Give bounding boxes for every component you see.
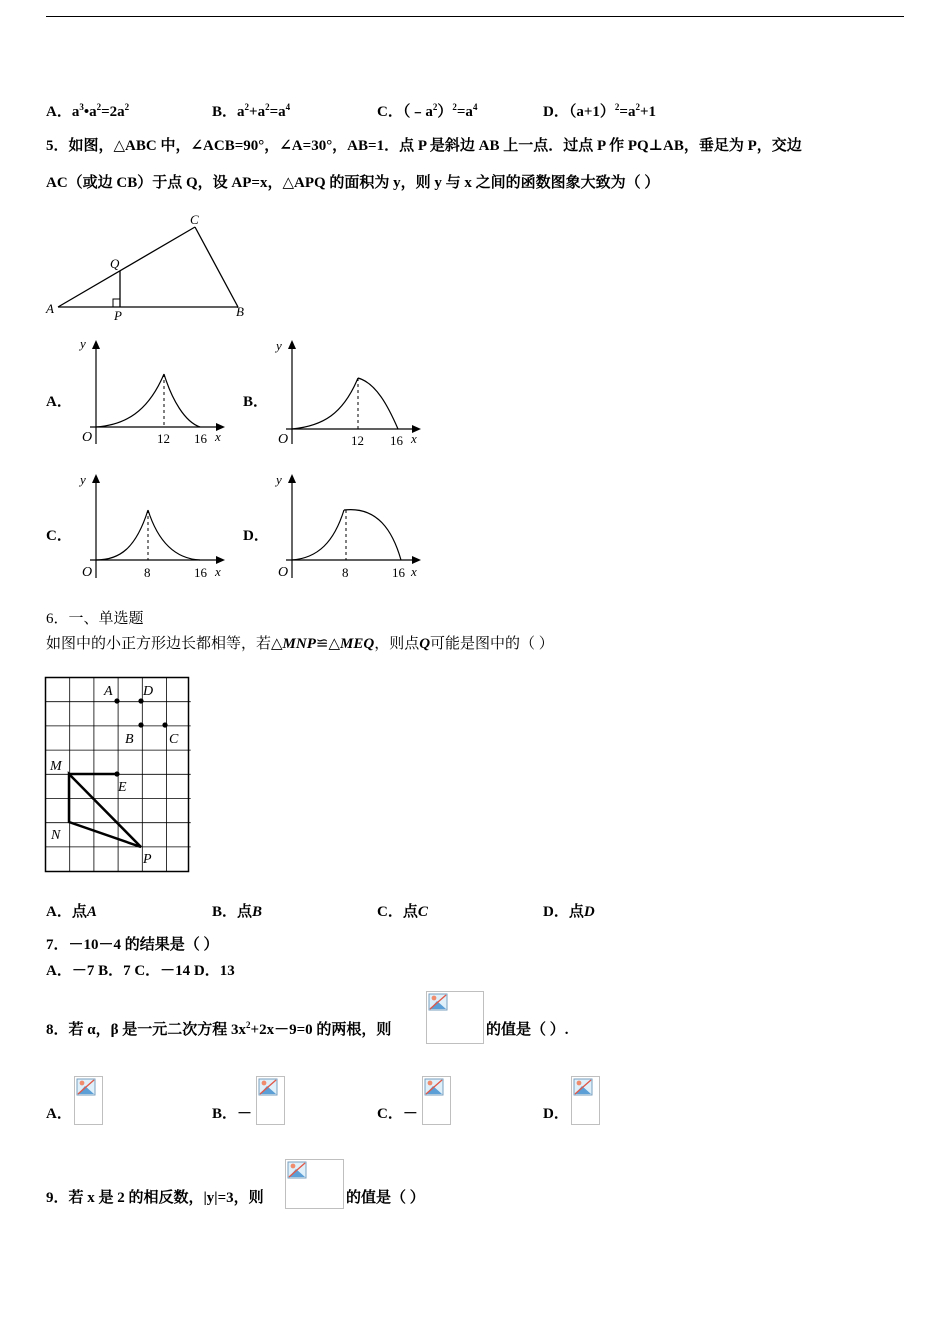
q5-option-d-label[interactable]: D． (243, 528, 269, 544)
q8-question-post: 的值是（ ）. (486, 1022, 569, 1038)
svg-text:O: O (82, 430, 93, 445)
broken-image-icon (423, 1077, 445, 1097)
svg-text:x: x (411, 564, 417, 579)
label-a: A (46, 301, 54, 316)
point-e (114, 771, 119, 776)
q6-option-c[interactable]: C．点C (377, 904, 428, 920)
q5-option-b-label[interactable]: B． (243, 394, 269, 410)
svg-text:8: 8 (144, 565, 151, 580)
svg-text:O: O (278, 565, 289, 580)
svg-text:16: 16 (390, 433, 403, 448)
q6-grid-figure (44, 676, 192, 874)
broken-image-icon (75, 1077, 97, 1097)
svg-text:x: x (215, 564, 221, 579)
q8-option-d-image (571, 1076, 600, 1125)
broken-image-icon (286, 1160, 308, 1180)
q8-option-a-image (74, 1076, 103, 1125)
broken-image-icon (257, 1077, 279, 1097)
q5-triangle-figure (44, 210, 249, 325)
svg-text:x: x (215, 429, 221, 444)
q8-option-b[interactable]: B．－ (212, 1106, 253, 1122)
q8-formula-image (426, 991, 484, 1044)
svg-text:12: 12 (351, 433, 364, 448)
q6-option-a[interactable]: A．点A (46, 904, 97, 920)
q6-option-d[interactable]: D．点D (543, 904, 595, 920)
point-c (162, 722, 167, 727)
q5-graph-d[interactable] (268, 470, 426, 592)
label-b: B (236, 304, 244, 319)
svg-text:D: D (143, 684, 154, 699)
point-b (138, 722, 143, 727)
q8-option-c[interactable]: C．－ (377, 1106, 418, 1122)
q5-graph-c[interactable] (70, 470, 228, 592)
svg-text:16: 16 (392, 565, 405, 580)
q4-option-c[interactable]: C．$(﹣a^2)^2=a^4$ (377, 102, 478, 120)
point-a (114, 698, 119, 703)
svg-text:B: B (125, 732, 134, 747)
svg-text:N: N (51, 828, 61, 843)
q9-question-post: 的值是（ ） (346, 1190, 425, 1206)
svg-text:y: y (276, 338, 282, 353)
svg-text:x: x (411, 431, 417, 446)
triangle-mnp (69, 774, 141, 847)
q6-option-b[interactable]: B．点B (212, 904, 263, 920)
q6-heading: 6．一、单选题 (46, 611, 144, 627)
svg-text:E: E (118, 780, 127, 795)
q4-option-a[interactable]: A．$a^3•a^2=2a^2$ (46, 102, 130, 120)
broken-image-icon (427, 992, 449, 1012)
svg-text:M: M (50, 759, 62, 774)
broken-image-icon (572, 1077, 594, 1097)
svg-text:y: y (80, 472, 86, 487)
q5-graph-b[interactable] (268, 336, 426, 458)
q8-question-pre: 8．若 α，β 是一元二次方程 $3x^2+2x-9=0$ 的两根，则 (46, 1020, 392, 1038)
q8-option-b-image (256, 1076, 285, 1125)
svg-text:8: 8 (342, 565, 349, 580)
svg-text:12: 12 (157, 431, 170, 446)
label-p: P (114, 308, 122, 323)
svg-text:y: y (276, 472, 282, 487)
svg-text:C: C (169, 732, 179, 747)
q5-option-a-label[interactable]: A． (46, 394, 72, 410)
q4-option-b[interactable]: B．$a^2+a^2=a^4$ (212, 102, 291, 120)
header-rule (46, 16, 904, 17)
q5-graph-a[interactable] (70, 336, 228, 458)
svg-text:y: y (80, 336, 86, 351)
svg-text:A: A (104, 684, 113, 699)
label-c: C (190, 212, 199, 227)
q6-question: 如图中的小正方形边长都相等，若△MNP≌△MEQ，则点Q可能是图中的（ ） (46, 636, 554, 652)
svg-text:P: P (143, 852, 152, 867)
q8-option-c-image (422, 1076, 451, 1125)
q9-question-pre: 9．若 x 是 2 的相反数，|y|=3，则 (46, 1190, 264, 1206)
q5-question-line1: 5．如图，△ABC 中，∠ACB=90°，∠A=30°，AB=1．点 P 是斜边 AB 上一点．过点 P 作 PQ⊥AB，垂足为 P，交边 (46, 138, 802, 154)
svg-text:16: 16 (194, 565, 207, 580)
q9-formula-image (285, 1159, 344, 1209)
svg-text:O: O (278, 432, 289, 447)
q4-option-d[interactable]: D．$(a+1)^2=a^2+1$ (543, 102, 657, 120)
label-q: Q (110, 256, 120, 271)
q8-option-a[interactable]: A． (46, 1106, 72, 1122)
q5-option-c-label[interactable]: C． (46, 528, 72, 544)
q5-question-line2: AC（或边 CB）于点 Q，设 AP=x，△APQ 的面积为 y，则 y 与 x 之间的函数图象大致为（ ） (46, 175, 660, 191)
svg-text:O: O (82, 565, 93, 580)
q7-question: 7．－10－4 的结果是（ ） (46, 937, 219, 953)
q7-options[interactable]: A．－7 B．7 C．－14 D．13 (46, 963, 235, 979)
q8-option-d[interactable]: D． (543, 1106, 569, 1122)
svg-text:16: 16 (194, 431, 207, 446)
point-d (138, 698, 143, 703)
